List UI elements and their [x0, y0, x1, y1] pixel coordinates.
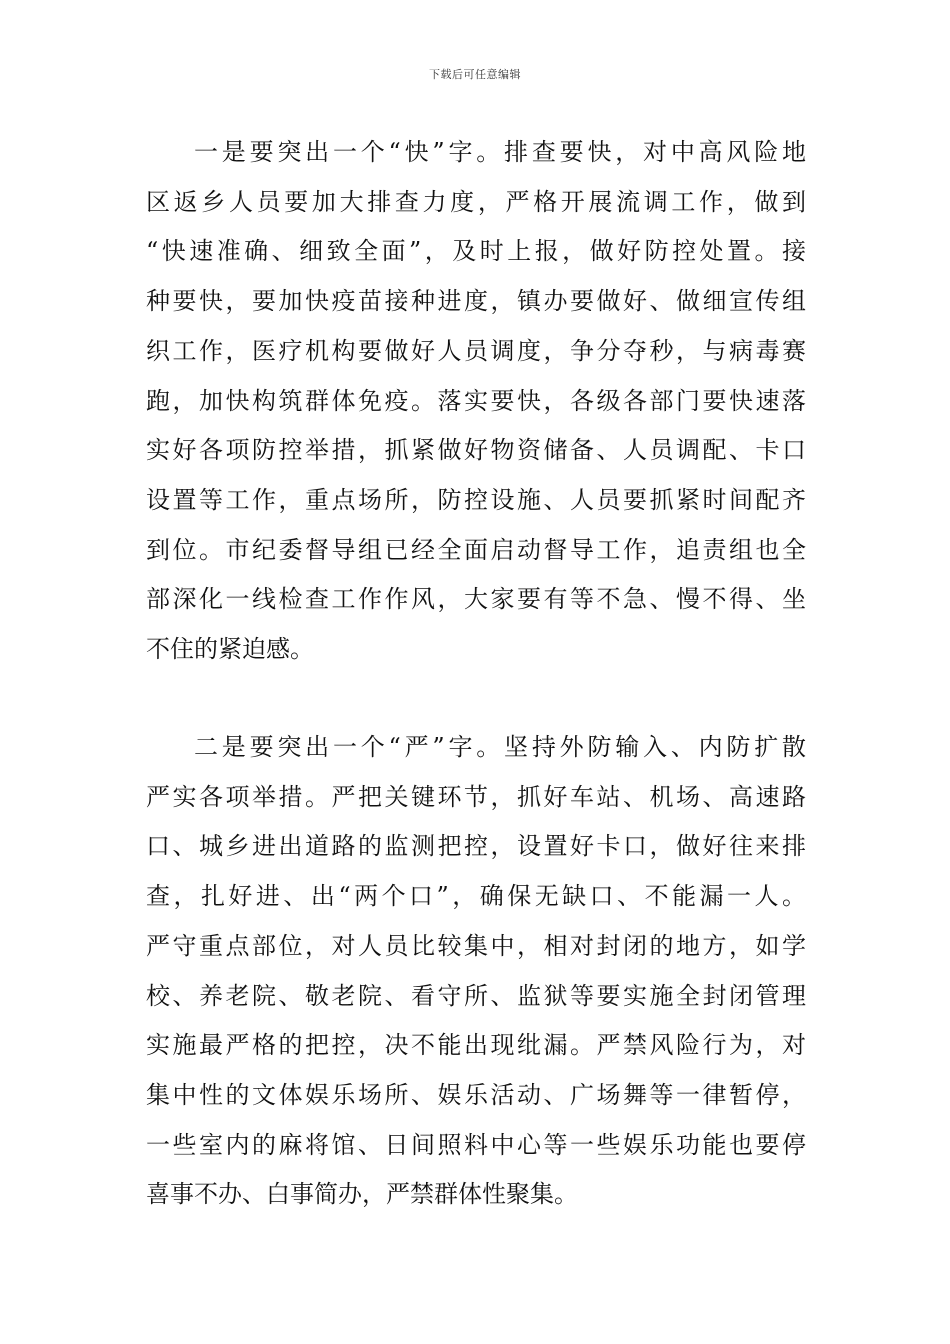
paragraph-line: 设置等工作，重点场所，防控设施、人员要抓紧时间配齐: [146, 485, 806, 514]
paragraph-line: 严实各项举措。严把关键环节，抓好车站、机场、高速路: [146, 782, 806, 811]
paragraph-line: 校、养老院、敬老院、看守所、监狱等要实施全封闭管理: [146, 981, 806, 1010]
paragraph-line: 一些室内的麻将馆、日间照料中心等一些娱乐功能也要停: [146, 1130, 806, 1159]
paragraph-line: 部深化一线检查工作作风，大家要有等不急、慢不得、坐: [146, 585, 806, 614]
paragraph-line: 到位。市纪委督导组已经全面启动督导工作，追责组也全: [146, 535, 806, 564]
paragraph-line: “快速准确、细致全面”，及时上报，做好防控处置。接: [146, 237, 806, 266]
paragraph-line: 实好各项防控举措，抓紧做好物资储备、人员调配、卡口: [146, 436, 806, 465]
paragraph-line: 一是要突出一个“快”字。排查要快，对中高风险地: [194, 138, 806, 166]
paragraph-line: 跑，加快构筑群体免疫。落实要快，各级各部门要快速落: [146, 386, 806, 415]
paragraph-line: 织工作，医疗机构要做好人员调度，争分夺秒，与病毒赛: [146, 336, 806, 365]
paragraph-line: 口、城乡进出道路的监测把控，设置好卡口，做好往来排: [146, 832, 806, 861]
paragraph-line: 实施最严格的把控，决不能出现纰漏。严禁风险行为，对: [146, 1031, 806, 1060]
page-header: 下载后可任意编辑: [429, 68, 521, 81]
paragraph-line: 区返乡人员要加大排查力度，严格开展流调工作，做到: [146, 187, 806, 216]
paragraph-line: 严守重点部位，对人员比较集中，相对封闭的地方，如学: [146, 931, 806, 960]
paragraph-line: 喜事不办、白事简办，严禁群体性聚集。: [146, 1180, 578, 1209]
paragraph-1: [146, 128, 806, 675]
paragraph-line: 查，扎好进、出“两个口”，确保无缺口、不能漏一人。: [146, 882, 806, 911]
paragraph-line: 种要快，要加快疫苗接种进度，镇办要做好、做细宣传组: [146, 287, 806, 316]
paragraph-line: 二是要突出一个“严”字。坚持外防输入、内防扩散: [194, 733, 806, 761]
paragraph-2: [146, 723, 806, 1220]
paragraph-line: 集中性的文体娱乐场所、娱乐活动、广场舞等一律暂停，: [146, 1080, 806, 1109]
paragraph-line: 不住的紧迫感。: [146, 635, 314, 664]
